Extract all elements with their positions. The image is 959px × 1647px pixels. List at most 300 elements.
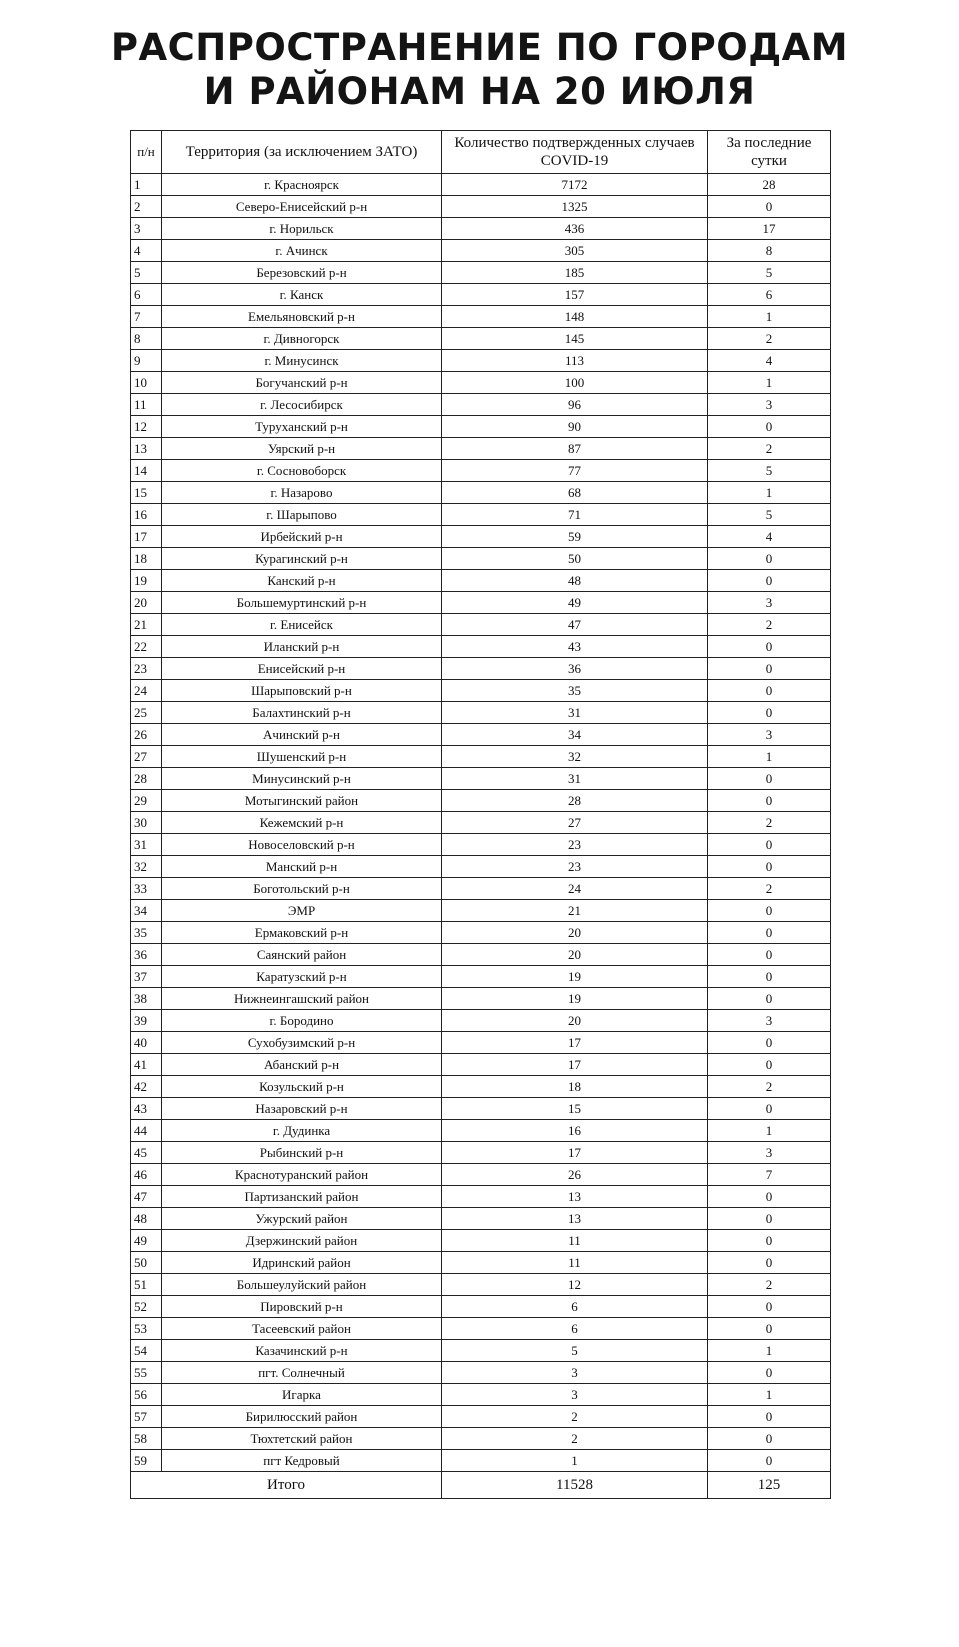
row-number: 33 — [131, 878, 162, 900]
table-row — [131, 460, 831, 482]
total-cases-cell: 96 — [442, 394, 708, 416]
territory-cell: Манский р-н — [162, 856, 442, 878]
row-number: 13 — [131, 438, 162, 460]
total-cases-cell: 148 — [442, 306, 708, 328]
table-row — [131, 1120, 831, 1142]
territory-cell: пгт Кедровый — [162, 1450, 442, 1472]
row-number: 57 — [131, 1406, 162, 1428]
table-row — [131, 1032, 831, 1054]
territory-cell: Бирилюсский район — [162, 1406, 442, 1428]
total-cases-cell: 17 — [442, 1032, 708, 1054]
total-cases: 11528 — [442, 1472, 708, 1499]
row-number: 34 — [131, 900, 162, 922]
total-cases-cell: 6 — [442, 1296, 708, 1318]
territory-cell: Кежемский р-н — [162, 812, 442, 834]
table-row — [131, 1362, 831, 1384]
total-cases-cell: 24 — [442, 878, 708, 900]
last-day-cell: 1 — [708, 372, 831, 394]
territory-cell: г. Канск — [162, 284, 442, 306]
table-row — [131, 922, 831, 944]
table-row — [131, 328, 831, 350]
table-body — [131, 174, 831, 1472]
table-row — [131, 658, 831, 680]
total-cases-cell: 31 — [442, 702, 708, 724]
table-row — [131, 856, 831, 878]
table-header — [131, 131, 831, 174]
table-row — [131, 790, 831, 812]
last-day-cell: 0 — [708, 768, 831, 790]
last-day-cell: 0 — [708, 1318, 831, 1340]
total-cases-cell: 11 — [442, 1252, 708, 1274]
territory-cell: г. Назарово — [162, 482, 442, 504]
territory-cell: Мотыгинский район — [162, 790, 442, 812]
row-number: 30 — [131, 812, 162, 834]
table-footer — [131, 1472, 831, 1499]
table-row — [131, 284, 831, 306]
table-row — [131, 372, 831, 394]
territory-cell: г. Норильск — [162, 218, 442, 240]
last-day-cell: 2 — [708, 1076, 831, 1098]
row-number: 7 — [131, 306, 162, 328]
table-row — [131, 746, 831, 768]
total-cases-cell: 48 — [442, 570, 708, 592]
territory-cell: г. Минусинск — [162, 350, 442, 372]
row-number: 53 — [131, 1318, 162, 1340]
last-day-cell: 0 — [708, 834, 831, 856]
total-cases-cell: 36 — [442, 658, 708, 680]
last-day-cell: 28 — [708, 174, 831, 196]
territory-cell: Козульский р-н — [162, 1076, 442, 1098]
row-number: 4 — [131, 240, 162, 262]
total-cases-cell: 16 — [442, 1120, 708, 1142]
total-last-day: 125 — [708, 1472, 831, 1499]
territory-cell: Казачинский р-н — [162, 1340, 442, 1362]
table-row — [131, 240, 831, 262]
last-day-cell: 1 — [708, 1120, 831, 1142]
last-day-cell: 0 — [708, 548, 831, 570]
total-cases-cell: 5 — [442, 1340, 708, 1362]
table-row — [131, 680, 831, 702]
row-number: 27 — [131, 746, 162, 768]
last-day-cell: 0 — [708, 900, 831, 922]
row-number: 56 — [131, 1384, 162, 1406]
last-day-cell: 0 — [708, 1252, 831, 1274]
row-number: 24 — [131, 680, 162, 702]
territory-cell: Березовский р-н — [162, 262, 442, 284]
row-number: 18 — [131, 548, 162, 570]
table-row — [131, 1428, 831, 1450]
territory-cell: Курагинский р-н — [162, 548, 442, 570]
territory-cell: Богучанский р-н — [162, 372, 442, 394]
territory-cell: Уярский р-н — [162, 438, 442, 460]
row-number: 15 — [131, 482, 162, 504]
last-day-cell: 5 — [708, 460, 831, 482]
table-row — [131, 1054, 831, 1076]
table-row — [131, 724, 831, 746]
table-row — [131, 636, 831, 658]
total-cases-cell: 100 — [442, 372, 708, 394]
row-number: 16 — [131, 504, 162, 526]
row-number: 46 — [131, 1164, 162, 1186]
territory-cell: ЭМР — [162, 900, 442, 922]
row-number: 29 — [131, 790, 162, 812]
last-day-cell: 0 — [708, 416, 831, 438]
total-cases-cell: 7172 — [442, 174, 708, 196]
row-number: 39 — [131, 1010, 162, 1032]
last-day-cell: 3 — [708, 1142, 831, 1164]
table-row — [131, 394, 831, 416]
territory-cell: Енисейский р-н — [162, 658, 442, 680]
last-day-cell: 6 — [708, 284, 831, 306]
last-day-cell: 0 — [708, 658, 831, 680]
total-cases-cell: 23 — [442, 834, 708, 856]
total-cases-cell: 305 — [442, 240, 708, 262]
column-header-territory: Территория (за исключением ЗАТО) — [162, 131, 442, 174]
table-row — [131, 988, 831, 1010]
total-label: Итого — [131, 1472, 442, 1499]
territory-cell: Емельяновский р-н — [162, 306, 442, 328]
territory-cell: Минусинский р-н — [162, 768, 442, 790]
table-row — [131, 1384, 831, 1406]
territory-cell: Шарыповский р-н — [162, 680, 442, 702]
table-row — [131, 526, 831, 548]
page-title — [0, 26, 959, 114]
row-number: 12 — [131, 416, 162, 438]
table-row — [131, 1076, 831, 1098]
table-row — [131, 1252, 831, 1274]
row-number: 41 — [131, 1054, 162, 1076]
row-number: 9 — [131, 350, 162, 372]
total-cases-cell: 27 — [442, 812, 708, 834]
row-number: 5 — [131, 262, 162, 284]
row-number: 54 — [131, 1340, 162, 1362]
table-row — [131, 1164, 831, 1186]
table-row — [131, 1142, 831, 1164]
total-cases-cell: 185 — [442, 262, 708, 284]
row-number: 19 — [131, 570, 162, 592]
row-number: 51 — [131, 1274, 162, 1296]
table-row — [131, 1208, 831, 1230]
total-cases-cell: 71 — [442, 504, 708, 526]
last-day-cell: 1 — [708, 746, 831, 768]
last-day-cell: 17 — [708, 218, 831, 240]
territory-cell: Назаровский р-н — [162, 1098, 442, 1120]
territory-cell: Ирбейский р-н — [162, 526, 442, 548]
territory-cell: Игарка — [162, 1384, 442, 1406]
territory-cell: Рыбинский р-н — [162, 1142, 442, 1164]
row-number: 49 — [131, 1230, 162, 1252]
last-day-cell: 1 — [708, 306, 831, 328]
territory-cell: Абанский р-н — [162, 1054, 442, 1076]
last-day-cell: 0 — [708, 1296, 831, 1318]
total-cases-cell: 43 — [442, 636, 708, 658]
column-header-number: п/н — [131, 131, 162, 174]
table-row — [131, 1098, 831, 1120]
row-number: 14 — [131, 460, 162, 482]
row-number: 8 — [131, 328, 162, 350]
total-cases-cell: 13 — [442, 1186, 708, 1208]
last-day-cell: 1 — [708, 1340, 831, 1362]
row-number: 11 — [131, 394, 162, 416]
last-day-cell: 0 — [708, 1186, 831, 1208]
total-cases-cell: 13 — [442, 1208, 708, 1230]
last-day-cell: 0 — [708, 966, 831, 988]
total-cases-cell: 20 — [442, 922, 708, 944]
header-row — [131, 131, 831, 174]
total-cases-cell: 21 — [442, 900, 708, 922]
last-day-cell: 2 — [708, 812, 831, 834]
table-row — [131, 548, 831, 570]
table-row — [131, 350, 831, 372]
row-number: 43 — [131, 1098, 162, 1120]
row-number: 31 — [131, 834, 162, 856]
table-row — [131, 702, 831, 724]
table-row — [131, 570, 831, 592]
territory-cell: Саянский район — [162, 944, 442, 966]
total-cases-cell: 32 — [442, 746, 708, 768]
last-day-cell: 0 — [708, 1428, 831, 1450]
territory-cell: г. Ачинск — [162, 240, 442, 262]
title-line-1: РАСПРОСТРАНЕНИЕ ПО ГОРОДАМ — [110, 26, 849, 69]
column-header-last-day: За последние сутки — [708, 131, 831, 174]
last-day-cell: 0 — [708, 680, 831, 702]
total-cases-cell: 28 — [442, 790, 708, 812]
last-day-cell: 4 — [708, 350, 831, 372]
row-number: 37 — [131, 966, 162, 988]
total-cases-cell: 19 — [442, 966, 708, 988]
last-day-cell: 7 — [708, 1164, 831, 1186]
table-row — [131, 306, 831, 328]
row-number: 50 — [131, 1252, 162, 1274]
last-day-cell: 1 — [708, 482, 831, 504]
last-day-cell: 5 — [708, 504, 831, 526]
last-day-cell: 0 — [708, 1098, 831, 1120]
last-day-cell: 2 — [708, 614, 831, 636]
last-day-cell: 0 — [708, 1208, 831, 1230]
total-cases-cell: 90 — [442, 416, 708, 438]
total-cases-cell: 113 — [442, 350, 708, 372]
table-row — [131, 900, 831, 922]
table-row — [131, 1406, 831, 1428]
last-day-cell: 0 — [708, 856, 831, 878]
row-number: 26 — [131, 724, 162, 746]
total-cases-cell: 1325 — [442, 196, 708, 218]
total-cases-cell: 145 — [442, 328, 708, 350]
last-day-cell: 0 — [708, 1362, 831, 1384]
row-number: 25 — [131, 702, 162, 724]
last-day-cell: 0 — [708, 570, 831, 592]
total-cases-cell: 20 — [442, 944, 708, 966]
total-cases-cell: 11 — [442, 1230, 708, 1252]
row-number: 48 — [131, 1208, 162, 1230]
last-day-cell: 5 — [708, 262, 831, 284]
total-cases-cell: 23 — [442, 856, 708, 878]
row-number: 42 — [131, 1076, 162, 1098]
table-row — [131, 768, 831, 790]
last-day-cell: 0 — [708, 790, 831, 812]
row-number: 35 — [131, 922, 162, 944]
row-number: 2 — [131, 196, 162, 218]
row-number: 21 — [131, 614, 162, 636]
total-cases-cell: 31 — [442, 768, 708, 790]
last-day-cell: 8 — [708, 240, 831, 262]
row-number: 45 — [131, 1142, 162, 1164]
row-number: 55 — [131, 1362, 162, 1384]
row-number: 23 — [131, 658, 162, 680]
total-cases-cell: 3 — [442, 1362, 708, 1384]
territory-cell: Пировский р-н — [162, 1296, 442, 1318]
territory-cell: Дзержинский район — [162, 1230, 442, 1252]
territory-cell: Тасеевский район — [162, 1318, 442, 1340]
last-day-cell: 0 — [708, 196, 831, 218]
row-number: 28 — [131, 768, 162, 790]
table-row — [131, 1340, 831, 1362]
total-cases-cell: 1 — [442, 1450, 708, 1472]
table-row — [131, 834, 831, 856]
territory-cell: Нижнеингашский район — [162, 988, 442, 1010]
table-row — [131, 196, 831, 218]
table-row — [131, 944, 831, 966]
total-cases-cell: 157 — [442, 284, 708, 306]
territory-cell: Каратузский р-н — [162, 966, 442, 988]
territory-cell: Новоселовский р-н — [162, 834, 442, 856]
territory-cell: пгт. Солнечный — [162, 1362, 442, 1384]
total-cases-cell: 2 — [442, 1406, 708, 1428]
table-row — [131, 592, 831, 614]
territory-cell: г. Енисейск — [162, 614, 442, 636]
row-number: 6 — [131, 284, 162, 306]
table-row — [131, 218, 831, 240]
territory-cell: Партизанский район — [162, 1186, 442, 1208]
row-number: 3 — [131, 218, 162, 240]
last-day-cell: 2 — [708, 1274, 831, 1296]
territory-cell: Ермаковский р-н — [162, 922, 442, 944]
last-day-cell: 0 — [708, 1032, 831, 1054]
total-cases-cell: 2 — [442, 1428, 708, 1450]
row-number: 32 — [131, 856, 162, 878]
last-day-cell: 0 — [708, 636, 831, 658]
table-row — [131, 1296, 831, 1318]
last-day-cell: 0 — [708, 702, 831, 724]
total-cases-cell: 35 — [442, 680, 708, 702]
total-cases-cell: 3 — [442, 1384, 708, 1406]
table-row — [131, 438, 831, 460]
territory-cell: Туруханский р-н — [162, 416, 442, 438]
territory-cell: Краснотуранский район — [162, 1164, 442, 1186]
total-cases-cell: 18 — [442, 1076, 708, 1098]
territory-cell: Боготольский р-н — [162, 878, 442, 900]
table-row — [131, 614, 831, 636]
territory-cell: г. Красноярск — [162, 174, 442, 196]
table-row — [131, 1010, 831, 1032]
row-number: 36 — [131, 944, 162, 966]
territory-cell: Идринский район — [162, 1252, 442, 1274]
last-day-cell: 0 — [708, 944, 831, 966]
last-day-cell: 0 — [708, 988, 831, 1010]
last-day-cell: 0 — [708, 1450, 831, 1472]
last-day-cell: 4 — [708, 526, 831, 548]
total-row — [131, 1472, 831, 1499]
last-day-cell: 0 — [708, 1230, 831, 1252]
territory-cell: Сухобузимский р-н — [162, 1032, 442, 1054]
last-day-cell: 2 — [708, 438, 831, 460]
total-cases-cell: 87 — [442, 438, 708, 460]
territory-cell: г. Сосновоборск — [162, 460, 442, 482]
row-number: 47 — [131, 1186, 162, 1208]
last-day-cell: 2 — [708, 328, 831, 350]
table-row — [131, 966, 831, 988]
last-day-cell: 3 — [708, 394, 831, 416]
territory-cell: г. Шарыпово — [162, 504, 442, 526]
total-cases-cell: 47 — [442, 614, 708, 636]
territory-cell: Балахтинский р-н — [162, 702, 442, 724]
total-cases-cell: 17 — [442, 1142, 708, 1164]
last-day-cell: 2 — [708, 878, 831, 900]
table-row — [131, 1450, 831, 1472]
table-row — [131, 1274, 831, 1296]
total-cases-cell: 26 — [442, 1164, 708, 1186]
last-day-cell: 3 — [708, 592, 831, 614]
last-day-cell: 1 — [708, 1384, 831, 1406]
total-cases-cell: 20 — [442, 1010, 708, 1032]
row-number: 59 — [131, 1450, 162, 1472]
table-row — [131, 262, 831, 284]
total-cases-cell: 50 — [442, 548, 708, 570]
row-number: 22 — [131, 636, 162, 658]
total-cases-cell: 15 — [442, 1098, 708, 1120]
total-cases-cell: 77 — [442, 460, 708, 482]
total-cases-cell: 59 — [442, 526, 708, 548]
last-day-cell: 3 — [708, 1010, 831, 1032]
row-number: 1 — [131, 174, 162, 196]
territory-cell: Ачинский р-н — [162, 724, 442, 746]
table-row — [131, 1230, 831, 1252]
table-row — [131, 1318, 831, 1340]
total-cases-cell: 436 — [442, 218, 708, 240]
table-row — [131, 416, 831, 438]
table-row — [131, 482, 831, 504]
row-number: 40 — [131, 1032, 162, 1054]
table-row — [131, 1186, 831, 1208]
total-cases-cell: 17 — [442, 1054, 708, 1076]
territory-cell: Большемуртинский р-н — [162, 592, 442, 614]
territory-cell: Большеулуйский район — [162, 1274, 442, 1296]
last-day-cell: 0 — [708, 922, 831, 944]
territory-cell: г. Дивногорск — [162, 328, 442, 350]
territory-cell: Тюхтетский район — [162, 1428, 442, 1450]
row-number: 58 — [131, 1428, 162, 1450]
total-cases-cell: 49 — [442, 592, 708, 614]
total-cases-cell: 6 — [442, 1318, 708, 1340]
row-number: 44 — [131, 1120, 162, 1142]
territory-cell: Шушенский р-н — [162, 746, 442, 768]
column-header-total: Количество подтвержденных случаев COVID-19 — [442, 131, 708, 174]
table-row — [131, 812, 831, 834]
table-row — [131, 878, 831, 900]
table-row — [131, 174, 831, 196]
territory-cell: Иланский р-н — [162, 636, 442, 658]
covid-cases-table — [130, 130, 831, 1499]
row-number: 10 — [131, 372, 162, 394]
total-cases-cell: 19 — [442, 988, 708, 1010]
total-cases-cell: 68 — [442, 482, 708, 504]
table-row — [131, 504, 831, 526]
territory-cell: Северо-Енисейский р-н — [162, 196, 442, 218]
row-number: 17 — [131, 526, 162, 548]
territory-cell: г. Дудинка — [162, 1120, 442, 1142]
total-cases-cell: 34 — [442, 724, 708, 746]
last-day-cell: 0 — [708, 1054, 831, 1076]
